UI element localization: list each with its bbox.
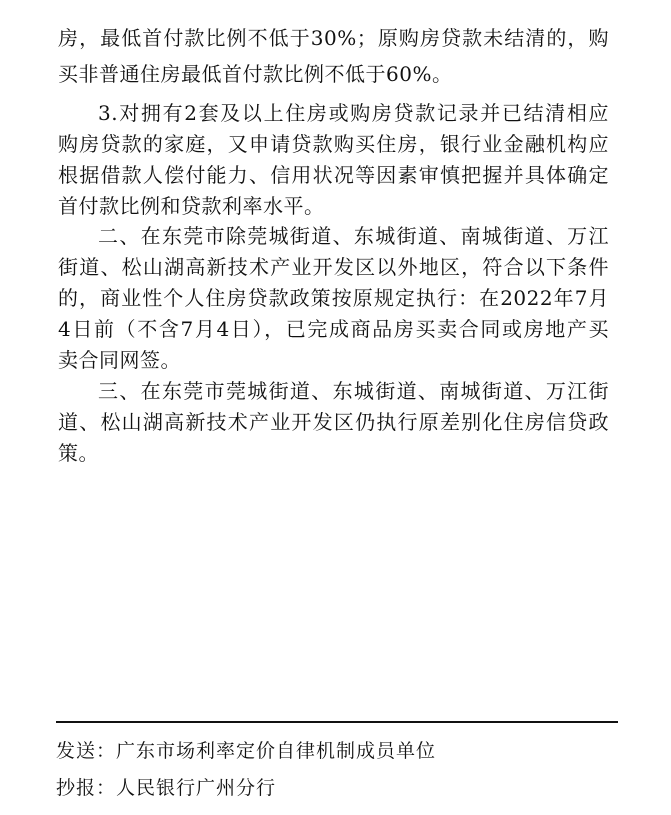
paragraph-3-line-4: 4日前（不含7月4日），已完成商品房买卖合同或房地产买 (58, 317, 609, 341)
send-to-line: 发送：广东市场利率定价自律机制成员单位 (56, 740, 437, 762)
paragraph-2-line-4: 首付款比例和贷款利率水平。 (58, 194, 325, 218)
paragraph-1-line-2: 买非普通住房最低首付款比例不低于60%。 (58, 62, 453, 86)
paragraph-2-line-2: 购房贷款的家庭，又申请贷款购买住房，银行业金融机构应 (58, 132, 609, 156)
paragraph-3-line-3: 的，商业性个人住房贷款政策按原规定执行：在2022年7月 (58, 286, 609, 310)
paragraph-3-line-2: 街道、松山湖高新技术产业开发区以外地区，符合以下条件 (58, 255, 609, 279)
paragraph-2-line-1: 3.对拥有2套及以上住房或购房贷款记录并已结清相应 (98, 101, 609, 125)
footer-divider (56, 721, 618, 723)
paragraph-4-line-3: 策。 (58, 441, 99, 465)
paragraph-2-line-3: 根据借款人偿付能力、信用状况等因素审慎把握并具体确定 (58, 163, 609, 187)
paragraph-1-line-1: 房，最低首付款比例不低于30%；原购房贷款未结清的，购 (58, 26, 609, 50)
paragraph-4-line-2: 道、松山湖高新技术产业开发区仍执行原差别化住房信贷政 (58, 410, 609, 434)
paragraph-3-line-5: 卖合同网签。 (58, 348, 181, 372)
paragraph-4-line-1: 三、在东莞市莞城街道、东城街道、南城街道、万江街 (98, 379, 609, 403)
paragraph-3-line-1: 二、在东莞市除莞城街道、东城街道、南城街道、万江 (98, 224, 609, 248)
cc-line: 抄报：人民银行广州分行 (56, 777, 277, 799)
